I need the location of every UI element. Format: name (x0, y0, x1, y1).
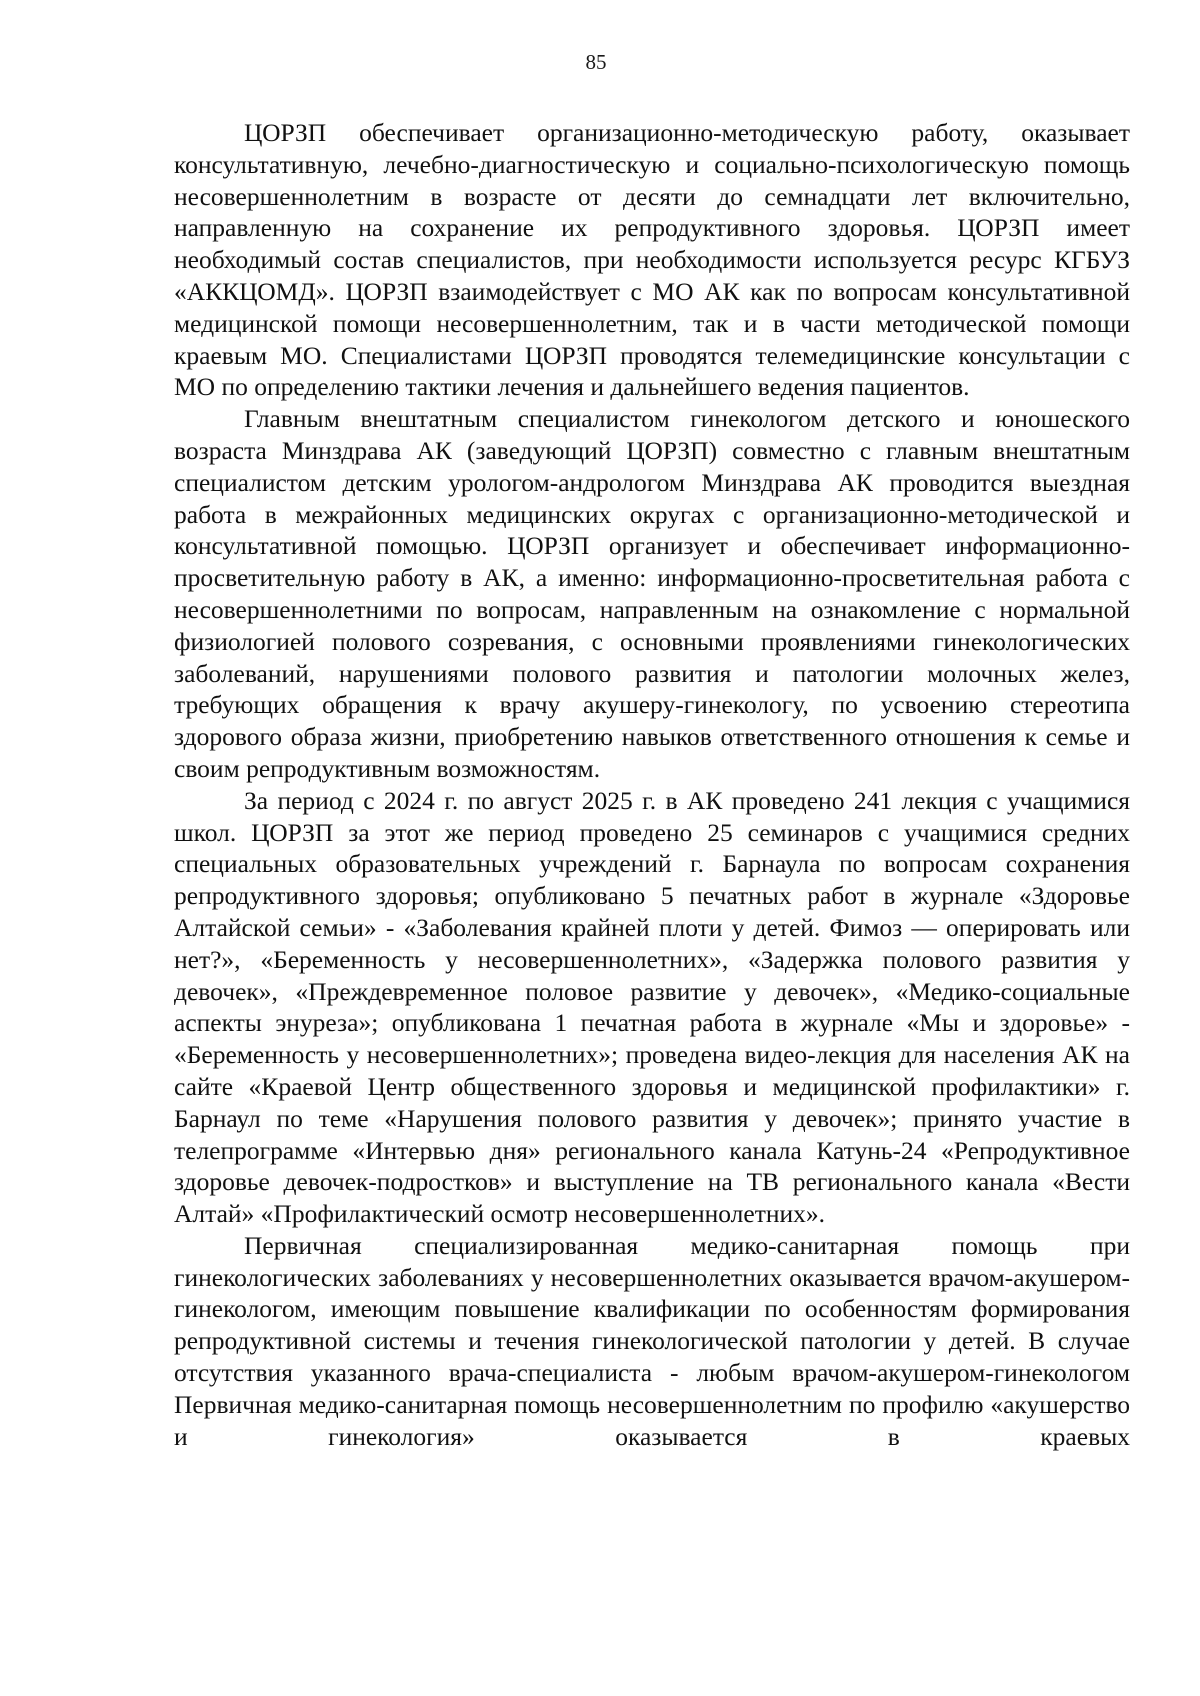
paragraph-3: За период с 2024 г. по август 2025 г. в АК проведено 241 лекция с учащимися школ. ЦОРЗП за этот же период проведено 25 семинаров с учащимися средних специальных образовательных учреждений г. Барнаула по вопросам сохранения репродуктивного здоровья; опубликовано 5 печатных работ в журнале «Здоровье Алтайской семьи» - «Заболевания крайней плоти у детей. Фимоз — оперировать или нет?», «Беременность у несовершеннолетних», «Задержка полового развития у девочек», «Преждевременное половое развитие у девочек», «Медико-социальные аспекты энуреза»; опубликована 1 печатная работа в журнале «Мы и здоровье» - «Беременность у несовершеннолетних»; проведена видео-лекция для населения АК на сайте «Краевой Центр общественного здоровья и медицинской профилактики» г. Барнаул по теме «Нарушения полового развития у девочек»; принято участие в телепрограмме «Интервью дня» регионального канала Катунь-24 «Репродуктивное здоровье девочек-подростков» и выступление на ТВ регионального канала «Вести Алтай» «Профилактический осмотр несовершеннолетних». (174, 785, 1130, 1229)
paragraph-1: ЦОРЗП обеспечивает организационно-методическую работу, оказывает консультативную, лечебно-диагностическую и социально-психологическую помощь несовершеннолетним в возрасте от десяти до семнадцати лет включительно, направленную на сохранение их репродуктивного здоровья. ЦОРЗП имеет необходимый состав специалистов, при необходимости используется ресурс КГБУЗ «АККЦОМД». ЦОРЗП взаимодействует с МО АК как по вопросам консультативной медицинской помощи несовершеннолетним, так и в части методической помощи краевым МО. Специалистами ЦОРЗП проводятся телемедицинские консультации с МО по определению тактики лечения и дальнейшего ведения пациентов. (174, 118, 1130, 402)
page-number: 85 (585, 50, 607, 74)
body-text (174, 117, 1130, 1452)
paragraph-2: Главным внештатным специалистом гинекологом детского и юношеского возраста Минздрава АК (заведующий ЦОРЗП) совместно с главным внештатным специалистом детским урологом-андрологом Минздрава АК проводится выездная работа в межрайонных медицинских округах с организационно-методической и консультативной помощью. ЦОРЗП организует и обеспечивает информационно-просветительную работу в АК, а именно: информационно-просветительная работа с несовершеннолетними по вопросам, направленным на ознакомление с нормальной физиологией полового созревания, с основными проявлениями гинекологических заболеваний, нарушениями полового развития и патологии молочных желез, требующих обращения к врачу акушеру-гинекологу, по усвоению стереотипа здорового образа жизни, приобретению навыков ответственного отношения к семье и своим репродуктивным возможностям. (174, 404, 1130, 783)
paragraph-4: Первичная специализированная медико-санитарная помощь при гинекологических заболеваниях у несовершеннолетних оказывается врачом-акушером-гинекологом, имеющим повышение квалификации по особенностям формирования репродуктивной системы и течения гинекологической патологии у детей. В случае отсутствия указанного врача-специалиста - любым врачом-акушером-гинекологом Первичная медико-санитарная помощь несовершеннолетним по профилю «акушерство и гинекология» оказывается в краевых (174, 1230, 1130, 1451)
